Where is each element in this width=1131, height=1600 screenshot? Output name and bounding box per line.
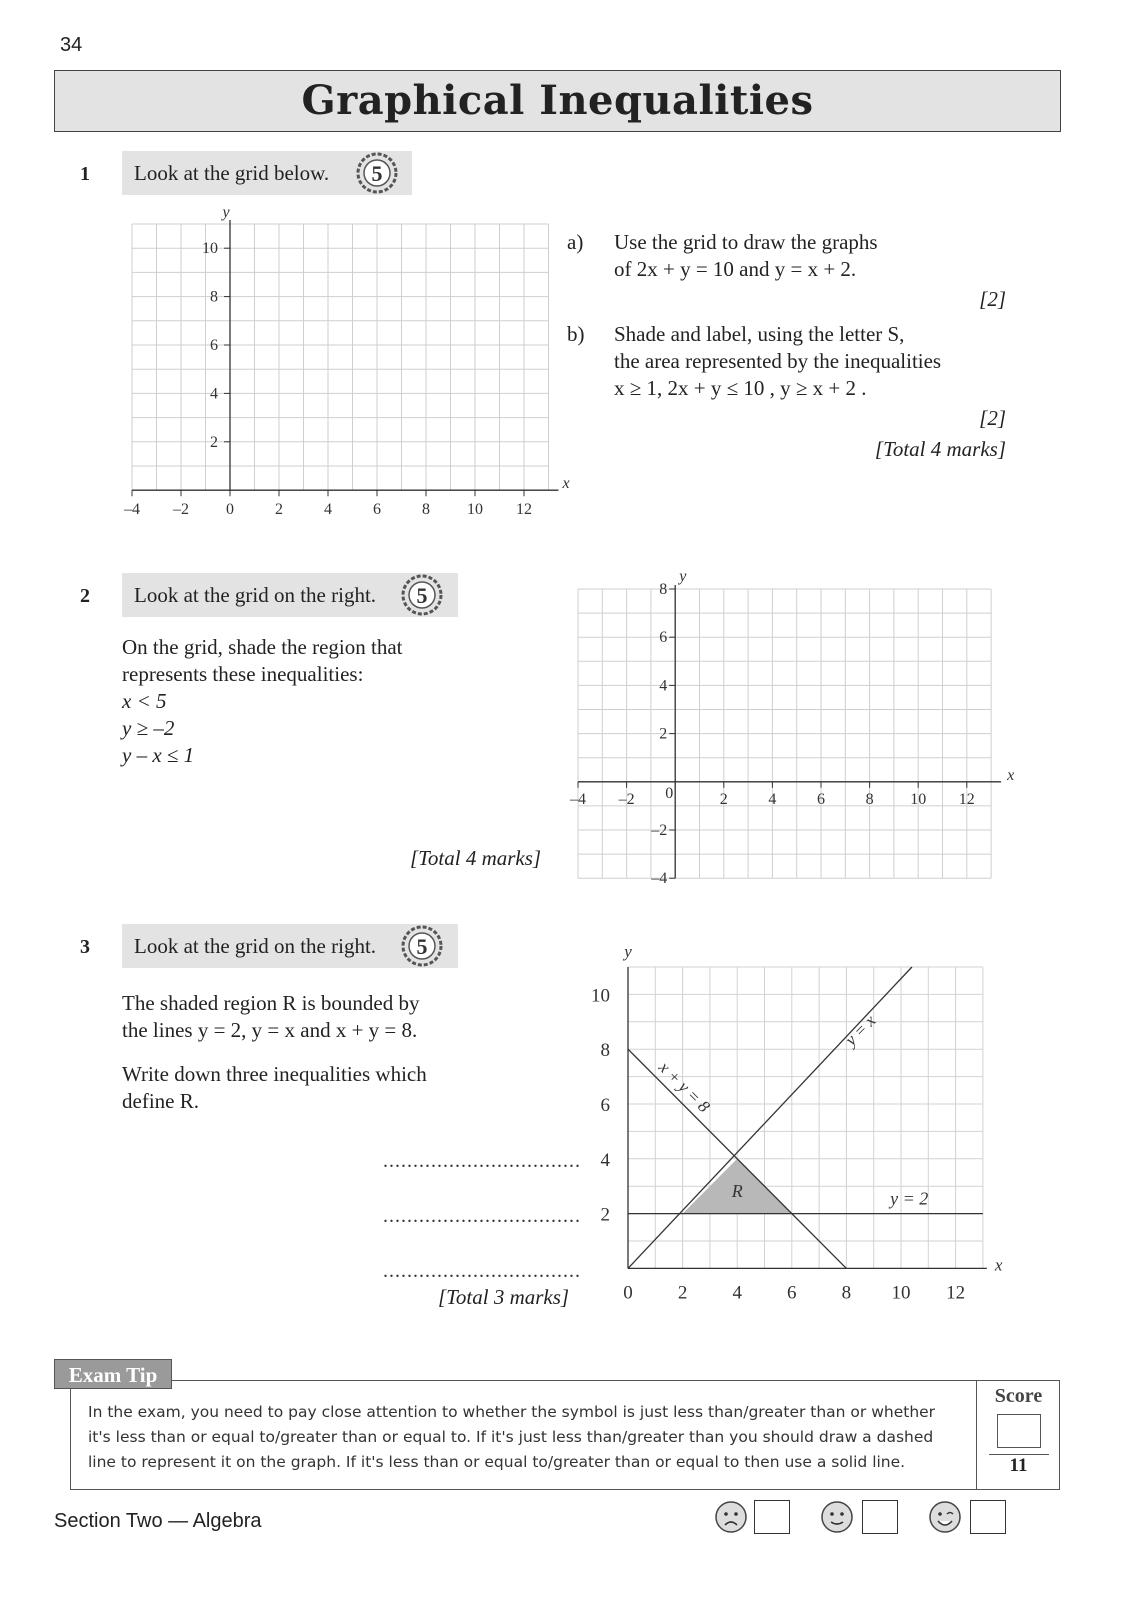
label-y-equals-2: y = 2 <box>890 1188 929 1209</box>
q3-line4: define R. <box>122 1089 199 1113</box>
page-title: Graphical Inequalities <box>301 77 814 124</box>
q1-part-b-marks: [2] <box>979 406 1006 430</box>
x-tick-label: 4 <box>732 1282 742 1304</box>
score-label: Score <box>994 1385 1043 1407</box>
y-tick-label: –2 <box>651 822 668 839</box>
x-tick-label: 2 <box>719 790 728 808</box>
y-tick-label: 10 <box>202 240 218 258</box>
q1-part-b-line2: the area represented by the inequalities <box>614 349 942 373</box>
grade-badge-icon <box>400 573 444 617</box>
score-total: 11 <box>1009 1455 1028 1476</box>
x-tick-label: 4 <box>768 790 777 808</box>
q2-total-marks: [Total 4 marks] <box>410 846 542 870</box>
q1-part-a-marks: [2] <box>979 287 1006 311</box>
x-tick-label: 6 <box>817 790 825 808</box>
q1-part-a-line1: Use the grid to draw the graphs <box>614 230 878 254</box>
svg-text:5: 5 <box>416 934 428 959</box>
happy-face-icon <box>928 1500 962 1534</box>
q3-line2: the lines y = 2, y = x and x + y = 8. <box>122 1018 418 1042</box>
q3-answer-line-3[interactable]: ................................. <box>383 1260 581 1282</box>
q2-grid <box>560 565 1020 890</box>
x-tick-label: 6 <box>373 501 381 519</box>
x-tick-label: 0 <box>623 1282 633 1304</box>
y-tick-label: 4 <box>659 677 668 695</box>
y-tick-label: 10 <box>591 985 610 1007</box>
y-tick-label: 2 <box>210 433 218 451</box>
x-tick-label: –4 <box>124 501 140 519</box>
x-axis-label: x <box>1007 766 1015 784</box>
q2-line1: On the grid, shade the region that <box>122 635 403 659</box>
x-tick-label: 12 <box>958 790 975 808</box>
q1-part-b-line3: x ≥ 1, 2x + y ≤ 10 , y ≥ x + 2 . <box>614 376 867 400</box>
footer-section: Section Two — Algebra <box>54 1510 262 1532</box>
y-tick-label: –4 <box>651 870 668 888</box>
x-tick-label: 10 <box>891 1282 911 1304</box>
x-tick-label: –4 <box>570 790 586 808</box>
sad-face-icon <box>714 1500 748 1534</box>
score-input-box[interactable] <box>997 1414 1041 1448</box>
q3-graph <box>580 935 1020 1310</box>
svg-text:5: 5 <box>371 161 383 186</box>
x-tick-label: –2 <box>618 790 635 808</box>
x-tick-label: 10 <box>910 790 927 808</box>
q1-part-b-line1: Shade and label, using the letter S, <box>614 322 905 346</box>
q2-inequality-1: x < 5 <box>122 689 167 713</box>
q3-answer-line-1[interactable]: ................................. <box>383 1150 581 1172</box>
happy-face-checkbox[interactable] <box>970 1500 1006 1534</box>
y-tick-label: 6 <box>659 629 668 647</box>
x-tick-label: 8 <box>865 790 874 808</box>
y-tick-label: 8 <box>659 581 668 598</box>
exam-tip-line-1: In the exam, you need to pay close attention to whether the symbol is just less than/greater than or whether <box>88 1403 936 1421</box>
y-tick-label: 8 <box>600 1040 610 1062</box>
x-tick-label: 0 <box>226 501 234 519</box>
neutral-face-icon <box>820 1500 854 1534</box>
origin-label: 0 <box>665 784 674 802</box>
question-number-3: 3 <box>80 936 90 958</box>
question-number-2: 2 <box>80 585 90 607</box>
label-y-equals-x: y = x <box>841 1011 880 1050</box>
y-tick-label: 6 <box>600 1095 610 1116</box>
q3-total-marks: [Total 3 marks] <box>438 1285 570 1309</box>
neutral-face-checkbox[interactable] <box>862 1500 898 1534</box>
y-tick-label: 2 <box>600 1204 610 1226</box>
x-tick-label: 8 <box>841 1282 852 1304</box>
q1-part-a-label: a) <box>567 230 584 254</box>
exam-tip-label: Exam Tip <box>54 1359 172 1389</box>
q2-inequality-2: y ≥ –2 <box>122 716 175 740</box>
q3-line3: Write down three inequalities which <box>122 1062 427 1086</box>
y-tick-label: 8 <box>210 288 218 306</box>
q1-grid <box>110 200 570 525</box>
grade-badge-icon <box>400 924 444 968</box>
x-tick-label: 12 <box>946 1282 966 1304</box>
question-2-prompt: Look at the grid on the right. <box>134 583 377 607</box>
y-tick-label: 6 <box>210 337 218 354</box>
svg-text:5: 5 <box>416 583 428 608</box>
q2-line2: represents these inequalities: <box>122 662 364 686</box>
y-axis-label: y <box>679 568 687 585</box>
q1-part-b-label: b) <box>567 322 585 346</box>
x-tick-label: 2 <box>677 1282 688 1304</box>
q2-inequality-3: y – x ≤ 1 <box>122 743 195 767</box>
exam-tip-line-2: it's less than or equal to/greater than or equal to. If it's just less than/greater than you should draw a dashed <box>88 1428 934 1446</box>
x-axis-label: x <box>562 475 570 493</box>
page-number: 34 <box>60 34 83 56</box>
y-tick-label: 4 <box>600 1149 610 1171</box>
x-tick-label: 4 <box>324 501 332 519</box>
y-axis-label: y <box>222 204 230 221</box>
sad-face-checkbox[interactable] <box>754 1500 790 1534</box>
grade-badge-icon <box>355 151 399 195</box>
score-column <box>976 1381 1060 1489</box>
x-tick-label: 6 <box>787 1282 797 1304</box>
x-axis-label: x <box>994 1255 1003 1275</box>
x-tick-label: –2 <box>173 501 189 519</box>
y-axis-label: y <box>624 942 632 961</box>
x-tick-label: 2 <box>275 501 283 519</box>
y-tick-label: 4 <box>210 385 218 403</box>
exam-tip-text <box>88 1400 948 1475</box>
exam-tip-line-3: line to represent it on the graph. If it's less than or equal to/greater than or equal to then use a solid line. <box>88 1453 906 1471</box>
title-bar <box>54 70 1061 132</box>
q3-answer-line-2[interactable]: ................................. <box>383 1205 581 1227</box>
x-tick-label: 8 <box>422 501 430 519</box>
q1-total-marks: [Total 4 marks] <box>874 437 1006 461</box>
x-tick-label: 10 <box>467 501 483 519</box>
q3-line1: The shaded region R is bounded by <box>122 991 420 1015</box>
x-tick-label: 12 <box>516 501 532 519</box>
question-number-1: 1 <box>80 163 90 185</box>
label-x-plus-y-equals-8: x + y = 8 <box>655 1057 714 1117</box>
y-tick-label: 2 <box>659 725 668 743</box>
question-3-prompt: Look at the grid on the right. <box>134 934 377 958</box>
line-y-equals-x <box>628 967 912 1268</box>
q1-part-a-line2: of 2x + y = 10 and y = x + 2. <box>614 257 857 281</box>
question-1-prompt: Look at the grid below. <box>134 161 330 185</box>
region-label: R <box>731 1181 743 1202</box>
